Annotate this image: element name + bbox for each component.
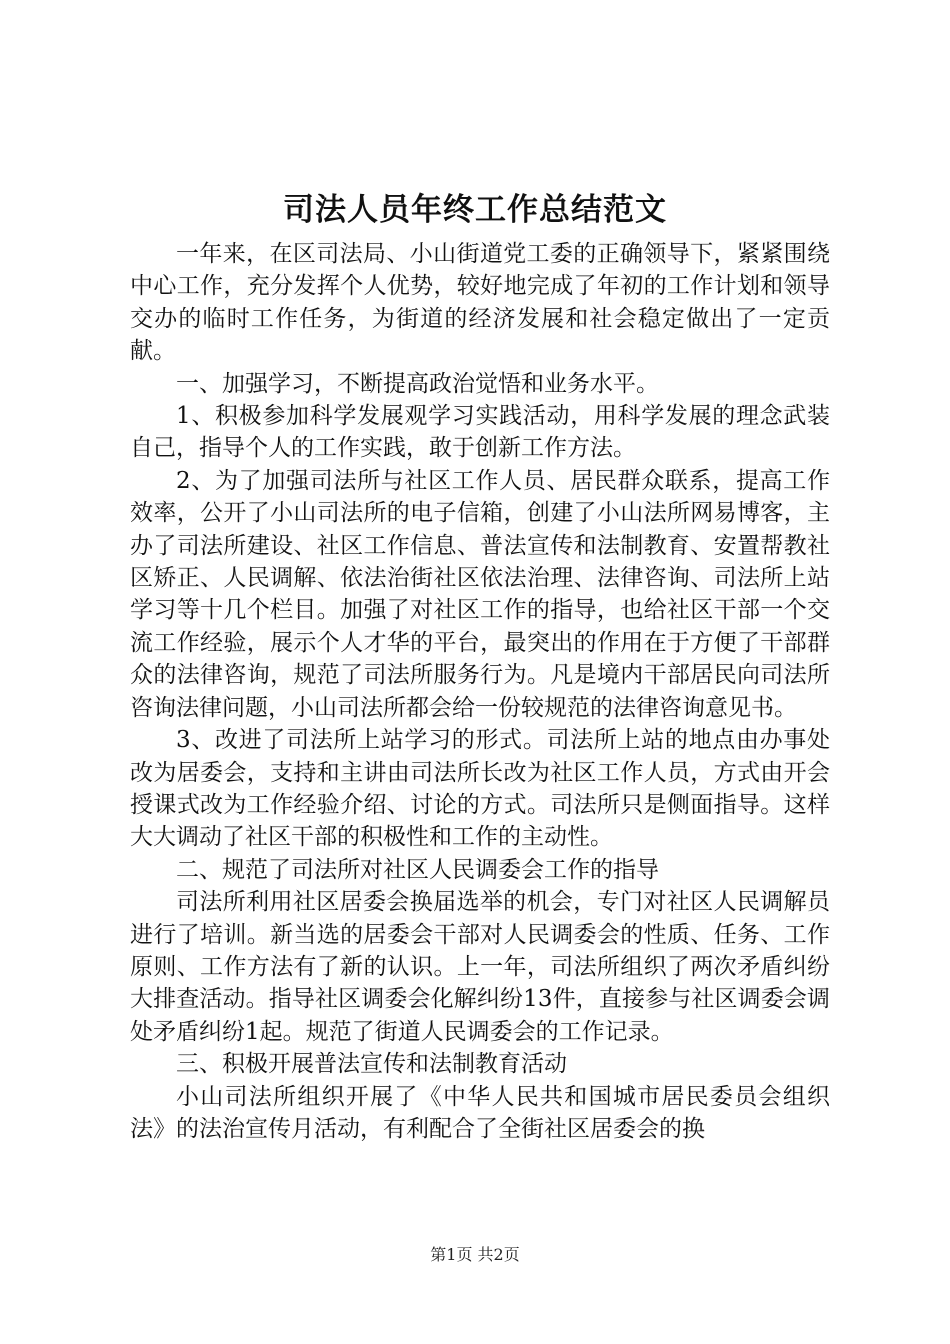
section-heading-1: 一、加强学习，不断提高政治觉悟和业务水平。 bbox=[176, 370, 659, 397]
paragraph-3: 小山司法所组织开展了《中华人民共和国城市居民委员会组织法》的法治宣传月活动，有利配合了全街社区居委会的换 bbox=[130, 1083, 830, 1142]
paragraph-1-3: 3、改进了司法所上站学习的形式。司法所上站的地点由办事处改为居委会，支持和主讲由司法所长改为社区工作人员，方式由开会授课式改为工作经验介绍、讨论的方式。司法所只是侧面指导。这样大大调动了社区干部的积极性和工作的主动性。 bbox=[130, 727, 830, 851]
document-title: 司法人员年终工作总结范文 bbox=[283, 192, 667, 228]
paragraph-1-1: 1、积极参加科学发展观学习实践活动，用科学发展的理念武装自己，指导个人的工作实践，敢于创新工作方法。 bbox=[130, 403, 830, 462]
document-body bbox=[130, 238, 830, 1145]
section-heading-3: 三、积极开展普法宣传和法制教育活动 bbox=[176, 1051, 567, 1078]
paragraph-intro: 一年来，在区司法局、小山街道党工委的正确领导下，紧紧围绕中心工作，充分发挥个人优势，较好地完成了年初的工作计划和领导交办的临时工作任务，为街道的经济发展和社会稳定做出了一定贡献。 bbox=[130, 241, 830, 365]
page-number-footer: 第1页 共2页 bbox=[430, 1245, 520, 1264]
paragraph-1-2: 2、为了加强司法所与社区工作人员、居民群众联系，提高工作效率，公开了小山司法所的电子信箱，创建了小山法所网易博客，主办了司法所建设、社区工作信息、普法宣传和法制教育、安置帮教社区矫正、人民调解、依法治街社区依法治理、法律咨询、司法所上站学习等十几个栏目。加强了对社区工作的指导，也给社区干部一个交流工作经验，展示个人才华的平台，最突出的作用在于方便了干部群众的法律咨询，规范了司法所服务行为。凡是境内干部居民向司法所咨询法律问题，小山司法所都会给一份较规范的法律咨询意见书。 bbox=[130, 467, 830, 721]
paragraph-2: 司法所利用社区居委会换届选举的机会，专门对社区人民调解员进行了培训。新当选的居委会干部对人民调委会的性质、任务、工作原则、工作方法有了新的认识。上一年，司法所组织了两次矛盾纠纷大排查活动。指导社区调委会化解纠纷13件，直接参与社区调委会调处矛盾纠纷1起。规范了街道人民调委会的工作记录。 bbox=[130, 889, 830, 1045]
section-heading-2: 二、规范了司法所对社区人民调委会工作的指导 bbox=[176, 856, 659, 883]
